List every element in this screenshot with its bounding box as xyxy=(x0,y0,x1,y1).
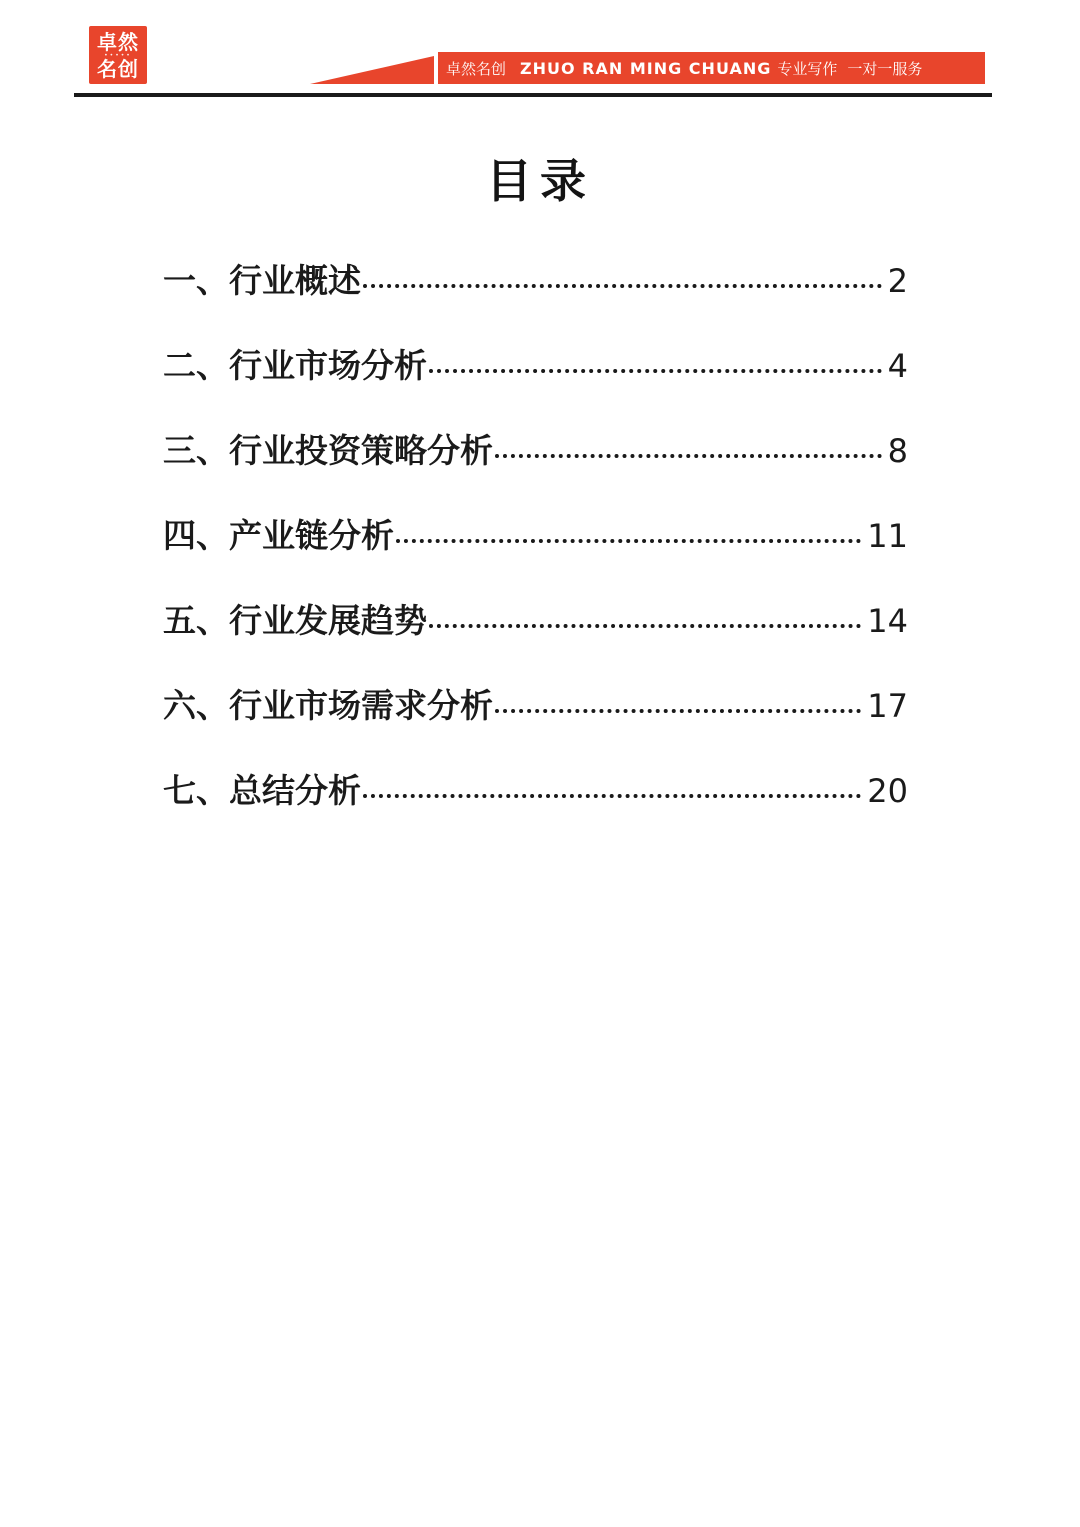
toc-entry-page: 20 xyxy=(867,772,908,810)
toc-entry[interactable] xyxy=(163,595,908,680)
toc-entry-label: 三、行业投资策略分析 xyxy=(163,431,493,470)
toc-entry-page: 11 xyxy=(867,517,908,555)
header-banner xyxy=(310,52,985,84)
toc-entry-page: 4 xyxy=(887,347,908,385)
logo-text-line1: 卓然 xyxy=(97,29,139,54)
toc-entry[interactable] xyxy=(163,255,908,340)
toc-entry[interactable] xyxy=(163,680,908,765)
brand-logo xyxy=(89,26,147,84)
toc-dot-leader xyxy=(429,624,861,628)
toc-entry-page: 17 xyxy=(867,687,908,725)
toc-entry[interactable] xyxy=(163,510,908,595)
page-title: 目录 xyxy=(486,154,594,208)
toc-entry[interactable] xyxy=(163,425,908,510)
slogan-cn-name: 卓然名创 xyxy=(446,59,507,78)
toc-dot-leader xyxy=(495,709,861,713)
banner-slogan xyxy=(446,52,922,84)
table-of-contents xyxy=(163,255,908,850)
toc-entry-page: 14 xyxy=(867,602,908,640)
toc-dot-leader xyxy=(495,454,882,458)
toc-entry[interactable] xyxy=(163,340,908,425)
toc-dot-leader xyxy=(363,284,882,288)
toc-entry-page: 2 xyxy=(887,262,908,300)
toc-entry[interactable] xyxy=(163,765,908,850)
toc-entry-label: 二、行业市场分析 xyxy=(163,346,427,385)
logo-divider: ••••• xyxy=(104,51,132,59)
toc-entry-label: 五、行业发展趋势 xyxy=(163,601,427,640)
toc-entry-label: 四、产业链分析 xyxy=(163,516,394,555)
toc-dot-leader xyxy=(429,369,882,373)
slogan-en-name: ZHUO RAN MING CHUANG xyxy=(520,58,772,78)
toc-dot-leader xyxy=(396,539,861,543)
slogan-tagline-1: 专业写作 xyxy=(777,59,838,78)
toc-entry-page: 8 xyxy=(887,432,908,470)
logo-text-line2: 名创 xyxy=(97,56,139,81)
toc-entry-label: 七、总结分析 xyxy=(163,771,361,810)
toc-entry-label: 一、行业概述 xyxy=(163,261,361,300)
toc-dot-leader xyxy=(363,794,861,798)
toc-entry-label: 六、行业市场需求分析 xyxy=(163,686,493,725)
header-divider xyxy=(74,93,992,97)
slogan-tagline-2: 一对一服务 xyxy=(847,59,923,78)
